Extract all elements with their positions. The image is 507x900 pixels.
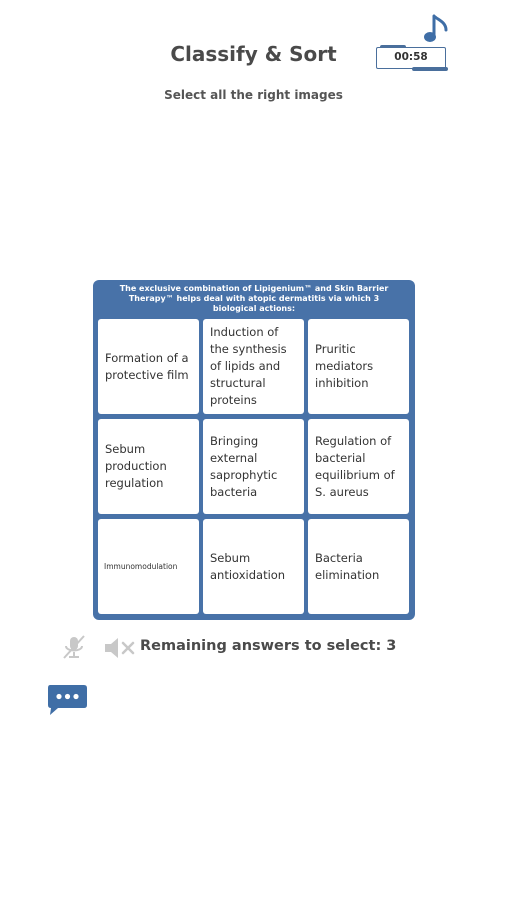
answer-card[interactable]: Induction of the synthesis of lipids and structural proteins (203, 319, 304, 414)
music-note-icon[interactable] (424, 14, 450, 44)
page-title: Classify & Sort (170, 42, 337, 66)
chat-bubble-icon[interactable] (46, 683, 88, 717)
question-prompt: The exclusive combination of Lipigenium™ and Skin Barrier Therapy™ helps deal with atopic dermatitis via which 3 biological actions: (119, 284, 389, 313)
timer: 00:58 (376, 47, 446, 69)
timer-bar-bottom (412, 67, 448, 71)
question-board (93, 280, 415, 620)
answer-card[interactable]: Immunomodulation (98, 519, 199, 614)
instructions: Select all the right images (164, 88, 343, 102)
answer-card[interactable]: Pruritic mediators inhibition (308, 319, 409, 414)
answer-card[interactable]: Sebum production regulation (98, 419, 199, 514)
remaining-answers: Remaining answers to select: 3 (140, 638, 397, 654)
mic-muted-icon[interactable] (61, 634, 87, 660)
answer-card[interactable]: Formation of a protective film (98, 319, 199, 414)
answer-card[interactable]: Bacteria elimination (308, 519, 409, 614)
answer-grid (98, 319, 410, 614)
answer-card[interactable]: Regulation of bacterial equilibrium of S. aureus (308, 419, 409, 514)
speaker-muted-icon[interactable] (103, 636, 137, 660)
answer-card[interactable]: Bringing external saprophytic bacteria (203, 419, 304, 514)
answer-card[interactable]: Sebum antioxidation (203, 519, 304, 614)
